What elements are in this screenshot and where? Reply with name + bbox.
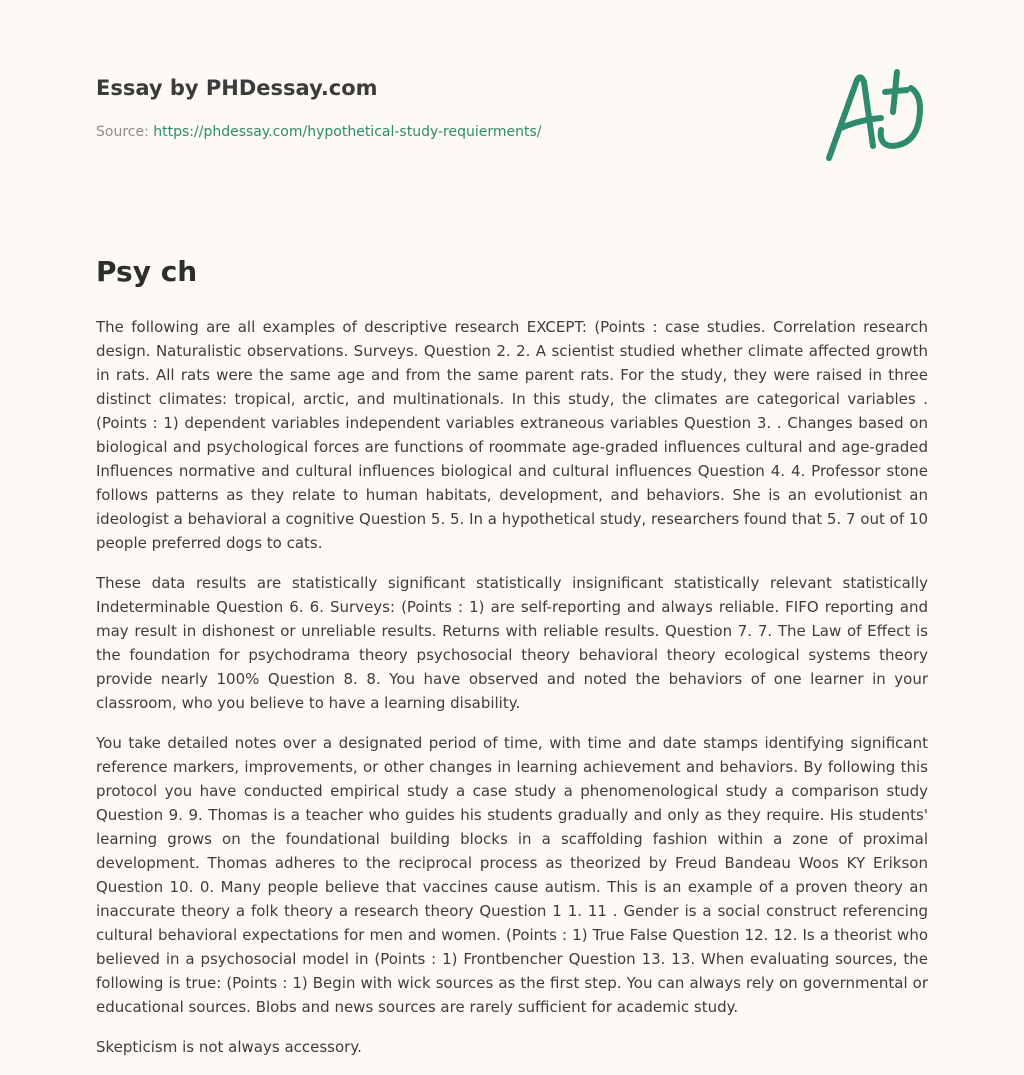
- a-plus-logo-icon: [823, 66, 927, 166]
- essay-paragraph: You take detailed notes over a designated period of time, with time and date stamps identifying significant reference markers, improvements, or other changes in learning achievement and behaviors. By following this protocol you have conducted empirical study a case study a phenomenological study a comparison study Question 9. 9. Thomas is a teacher who guides his students gradually and only as they require. His students' learning grows on the foundational building blocks in a scaffolding fashion within a zone of proximal development. Thomas adheres to the reciprocal process as theorized by Freud Bandeau Woos KY Erikson Question 10. 0. Many people believe that vaccines cause autism. This is an example of a proven theory an inaccurate theory a folk theory a research theory Question 1 1. 11 . Gender is a social construct referencing cultural behavioral expectations for men and women. (Points : 1) True False Question 12. 12. Is a theorist who believed in a psychosocial model in (Points : 1) Frontbencher Question 13. 13. When evaluating sources, the following is true: (Points : 1) Begin with wick sources as the first step. You can always rely on governmental or educational sources. Blobs and news sources are rarely sufficient for academic study.: [96, 734, 928, 1016]
- essay-paragraph: These data results are statistically significant statistically insignificant statistically relevant statistically Indeterminable Question 6. 6. Surveys: (Points : 1) are self-reporting and always reliable. FIFO reporting and may result in dishonest or unreliable results. Returns with reliable results. Question 7. 7. The Law of Effect is the foundation for psychodrama theory psychosocial theory behavioral theory ecological systems theory provide nearly 100% Question 8. 8. You have observed and noted the behaviors of one learner in your classroom, who you believe to have a learning disability.: [96, 574, 928, 712]
- essay-title: Psy ch: [96, 255, 198, 288]
- source-link[interactable]: https://phdessay.com/hypothetical-study-requierments/: [153, 124, 542, 140]
- essay-body: [96, 315, 928, 1075]
- essay-paragraph: Skepticism is not always accessory.: [96, 1038, 362, 1056]
- source-line: [96, 124, 542, 140]
- source-label: Source:: [96, 124, 149, 140]
- essay-paragraph: The following are all examples of descriptive research EXCEPT: (Points : case studies. Correlation research design. Naturalistic observations. Surveys. Question 2. 2. A scientist studied whether climate affected growth in rats. All rats were the same age and from the same parent rats. For the study, they were raised in three distinct climates: tropical, arctic, and multinationals. In this study, the climates are categorical variables . (Points : 1) dependent variables independent variables extraneous variables Question 3. . Changes based on biological and psychological forces are functions of roommate age-graded influences cultural and age-graded Influences normative and cultural influences biological and cultural influences Question 4. 4. Professor stone follows patterns as they relate to human habitats, development, and behaviors. She is an evolutionist an ideologist a behavioral a cognitive Question 5. 5. In a hypothetical study, researchers found that 5. 7 out of 10 people preferred dogs to cats.: [96, 318, 928, 552]
- site-title: Essay by PHDessay.com: [96, 76, 378, 100]
